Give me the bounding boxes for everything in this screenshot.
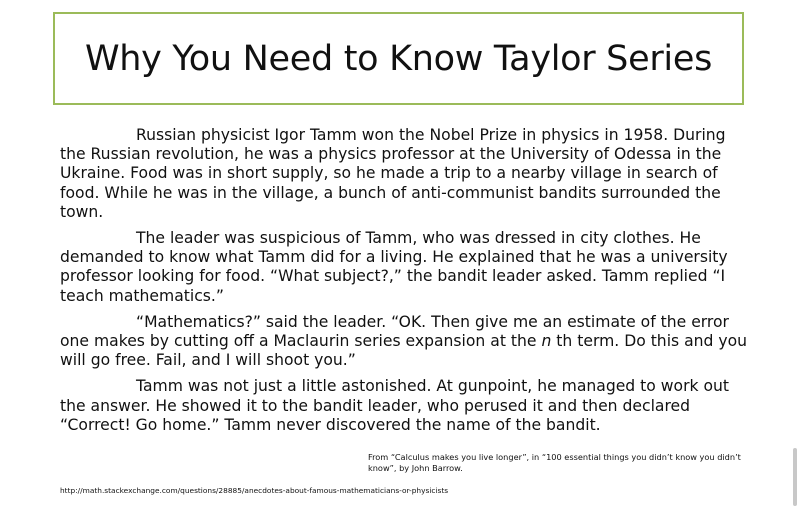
paragraph-3-before: “Mathematics?” said the leader. “OK. Then give me an estimate of the error one makes by cutting off a Maclaurin series expansion at the: [60, 312, 729, 351]
paragraph-4: Tamm was not just a little astonished. At gunpoint, he managed to work out the answer. He showed it to the bandit leader, who perused it and then declared “Correct! Go home.” Tamm never discovered the name of the bandit.: [60, 377, 730, 434]
citation: From “Calculus makes you live longer”, in “100 essential things you didn’t know you didn’t know”, by John Barrow.: [368, 452, 741, 473]
paragraph-3: [60, 313, 750, 371]
source-url[interactable]: http://math.stackexchange.com/questions/28885/anecdotes-about-famous-mathematicians-or-physicists: [60, 486, 449, 495]
slide-title: Why You Need to Know Taylor Series: [84, 38, 713, 79]
paragraph-3-italic: n: [541, 332, 552, 351]
paragraph-3-after: th term. Do this and you will go free. Fail, and I will shoot you.”: [60, 332, 748, 370]
title-box: [53, 12, 744, 105]
slide-body: [60, 126, 750, 442]
paragraph-2: The leader was suspicious of Tamm, who was dressed in city clothes. He demanded to know what Tamm did for a living. He explained that he was a university professor looking for food. “What subject?,” the bandit leader asked. Tamm replied “I teach mathematics.”: [60, 229, 728, 305]
scrollbar[interactable]: [793, 448, 797, 506]
paragraph-1: Russian physicist Igor Tamm won the Nobel Prize in physics in 1958. During the Russian revolution, he was a physics professor at the University of Odessa in the Ukraine. Food was in short supply, so he made a trip to a nearby village in search of food. While he was in the village, a bunch of anti-communist bandits surrounded the town.: [60, 126, 726, 221]
